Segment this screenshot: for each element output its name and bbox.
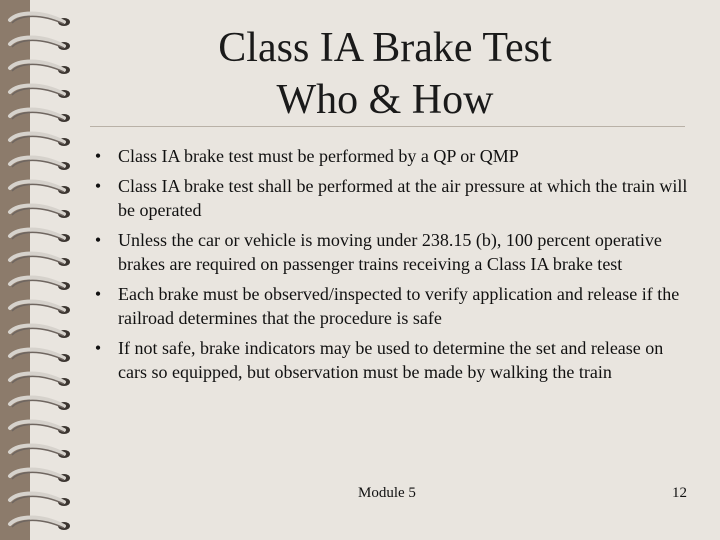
bullet-icon: • (94, 230, 102, 250)
bullet-item: • Class IA brake test must be performed by a QP or QMP (88, 144, 688, 168)
bullet-item: • Each brake must be observed/inspected to verify application and release if the railroad determines that the procedure is safe (88, 282, 688, 330)
bullet-icon: • (94, 146, 102, 166)
title-line-1: Class IA Brake Test (218, 25, 552, 71)
page-number: 12 (672, 485, 687, 501)
bullet-item: • If not safe, brake indicators may be used to determine the set and release on cars so equipped, but observation must be made by walking the train (88, 336, 688, 384)
bullet-icon: • (94, 284, 102, 304)
footer-module: Module 5 (358, 485, 416, 501)
title-line-2: Who & How (276, 77, 494, 123)
bullet-list (88, 144, 688, 390)
bullet-item: • Unless the car or vehicle is moving under 238.15 (b), 100 percent operative brakes are required on passenger trains receiving a Class IA brake test (88, 228, 688, 276)
bullet-item: • Class IA brake test shall be performed at the air pressure at which the train will be operated (88, 174, 688, 222)
spiral-binding (0, 0, 90, 540)
slide-title (90, 22, 680, 126)
bullet-icon: • (94, 176, 102, 196)
bullet-icon: • (94, 338, 102, 358)
title-divider (90, 126, 685, 127)
